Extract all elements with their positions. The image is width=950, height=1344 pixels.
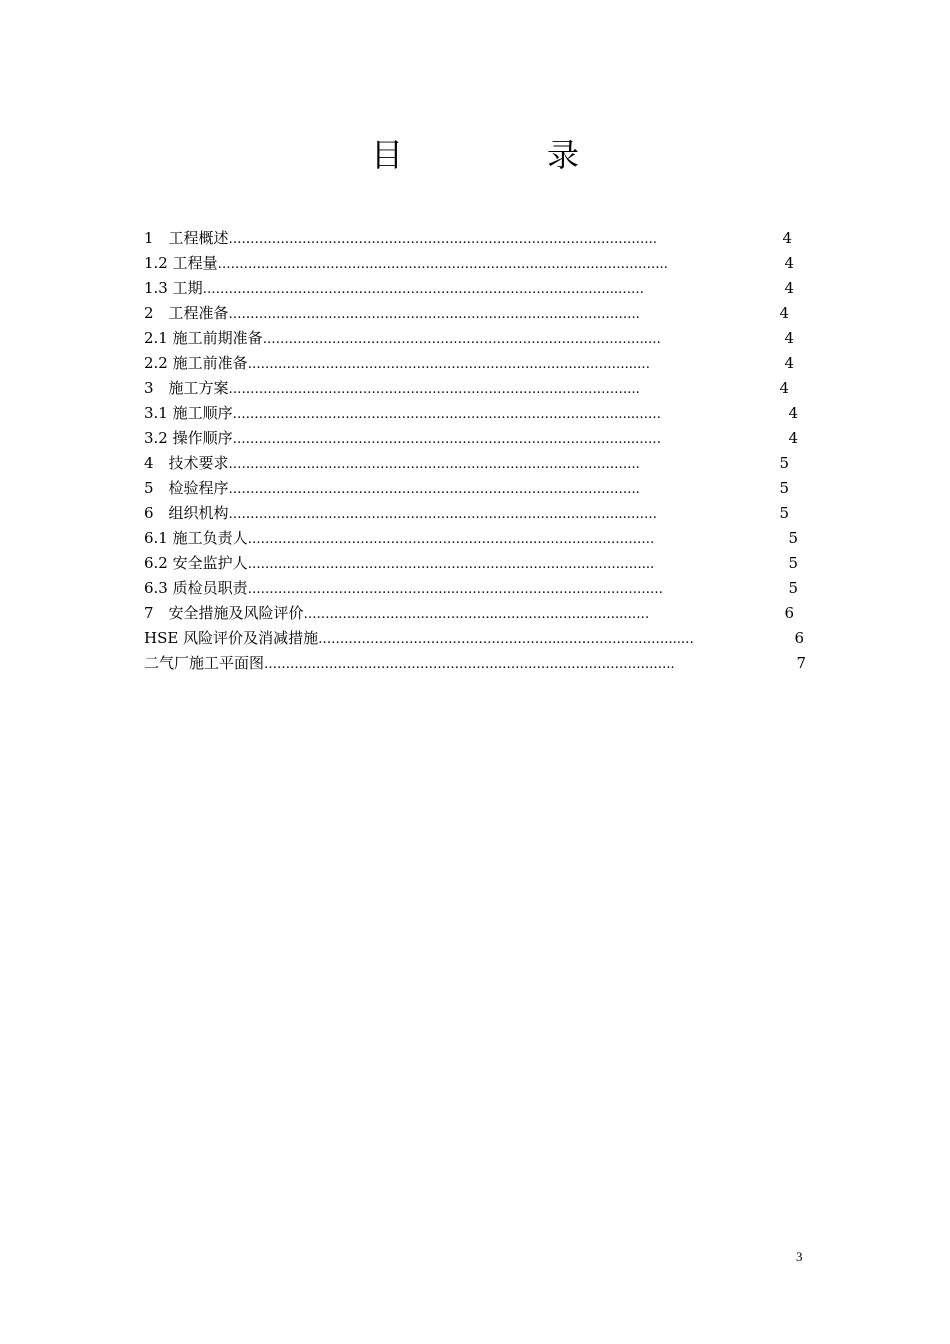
toc-entry[interactable] xyxy=(144,326,814,351)
toc-entry-leader: ……………………………………………….…….……………………….….. xyxy=(264,657,675,672)
toc-entry[interactable] xyxy=(144,426,814,451)
toc-entry-leader: ………………………………………………………………………………….. xyxy=(228,482,640,497)
toc-entry[interactable] xyxy=(144,601,814,626)
toc-entry-leader: ……………………………………...………………………..…… xyxy=(303,607,650,622)
toc-entry[interactable] xyxy=(144,376,814,401)
toc-entry-page: 5 xyxy=(779,504,789,522)
toc-entry-label: 二气厂施工平面图 xyxy=(144,654,265,672)
toc-entry-page: 6 xyxy=(784,604,794,622)
toc-entry-page: 4 xyxy=(788,404,798,422)
toc-entry-label: 5 检验程序 xyxy=(144,479,229,497)
toc-entry-label: 3.2 操作顺序 xyxy=(144,429,233,447)
toc-entry-leader: ………………………………………………………………………………….. xyxy=(228,307,640,322)
page-number: 3 xyxy=(796,1249,803,1264)
toc-entry-leader: ………………………………………………………………………………...…… xyxy=(228,507,657,522)
toc-entry-leader: ………………………………………………………………………………….. xyxy=(228,457,640,472)
toc-entry-leader: ………………………………………………………………………………...…… xyxy=(232,432,662,447)
toc-entry-leader: …………………………………………………………………………………...…… xyxy=(202,282,645,297)
toc-entry-label: 2.2 施工前准备 xyxy=(144,354,248,372)
toc-entry-leader: ………………………………………………………………………………………….. xyxy=(217,257,668,272)
toc-entry-page: 4 xyxy=(779,379,789,397)
toc-entry[interactable] xyxy=(144,401,814,426)
toc-entry-label: 2.1 施工前期准备 xyxy=(144,329,263,347)
toc-entry-label: 1.2 工程量 xyxy=(144,254,218,272)
toc-entry[interactable] xyxy=(144,451,814,476)
page-title: 目 录 xyxy=(370,136,635,174)
toc-entry[interactable] xyxy=(144,276,814,301)
toc-entry-page: 4 xyxy=(784,254,794,272)
toc-entry-label: 6.3 质检员职责 xyxy=(144,579,248,597)
toc-entry-label: HSE 风险评价及消减措施 xyxy=(144,629,319,647)
toc-entry-page: 4 xyxy=(788,429,798,447)
toc-entry-label: 6 组织机构 xyxy=(144,504,229,522)
toc-entry-label: 1.3 工期 xyxy=(144,279,203,297)
toc-entry-leader: ………………………………………...………………………………………… xyxy=(247,582,664,597)
toc-entry-page: 4 xyxy=(784,329,794,347)
toc-entry-page: 5 xyxy=(788,554,798,572)
toc-entry[interactable] xyxy=(144,576,814,601)
toc-entry-page: 5 xyxy=(779,479,789,497)
toc-entry-page: 4 xyxy=(782,229,792,247)
toc-entry-label: 7 安全措施及风险评价 xyxy=(144,604,304,622)
toc-entry-label: 3.1 施工顺序 xyxy=(144,404,233,422)
toc-entry[interactable] xyxy=(144,226,814,251)
toc-entry-page: 4 xyxy=(784,279,794,297)
table-of-contents xyxy=(144,226,814,676)
toc-entry-page: 5 xyxy=(788,529,798,547)
toc-entry[interactable] xyxy=(144,651,814,676)
toc-entry-leader: ………………………………………………...……………………...… xyxy=(318,632,694,647)
toc-entry-label: 6.1 施工负责人 xyxy=(144,529,248,547)
toc-entry[interactable] xyxy=(144,626,814,651)
toc-entry-leader: ……………………………………………………………………………...… xyxy=(247,357,651,372)
toc-entry[interactable] xyxy=(144,301,814,326)
toc-entry-page: 7 xyxy=(796,654,806,672)
toc-entry[interactable] xyxy=(144,251,814,276)
toc-entry-leader: …………………………………………………….…………………………... xyxy=(247,557,655,572)
toc-entry[interactable] xyxy=(144,551,814,576)
toc-entry-label: 6.2 安全监护人 xyxy=(144,554,248,572)
toc-entry-leader: ………………………………………………………………………………….. xyxy=(228,382,640,397)
toc-entry-leader: ………………………………………………………...………………………. xyxy=(247,532,655,547)
toc-entry[interactable] xyxy=(144,526,814,551)
toc-entry-leader: ………………………………………………………………………………...…… xyxy=(232,407,662,422)
toc-entry[interactable] xyxy=(144,351,814,376)
toc-entry-page: 4 xyxy=(784,354,794,372)
toc-entry-label: 4 技术要求 xyxy=(144,454,229,472)
toc-entry-leader: ……………………………………………….…………………………………….. xyxy=(228,232,657,247)
toc-entry-label: 3 施工方案 xyxy=(144,379,229,397)
toc-entry[interactable] xyxy=(144,501,814,526)
toc-entry-page: 5 xyxy=(788,579,798,597)
toc-entry-page: 6 xyxy=(794,629,804,647)
toc-entry-page: 5 xyxy=(779,454,789,472)
toc-entry-label: 1 工程概述 xyxy=(144,229,229,247)
toc-entry-leader: ……………………………………………………………………………..… xyxy=(262,332,661,347)
toc-entry-page: 4 xyxy=(779,304,789,322)
toc-entry-label: 2 工程准备 xyxy=(144,304,229,322)
toc-entry[interactable] xyxy=(144,476,814,501)
